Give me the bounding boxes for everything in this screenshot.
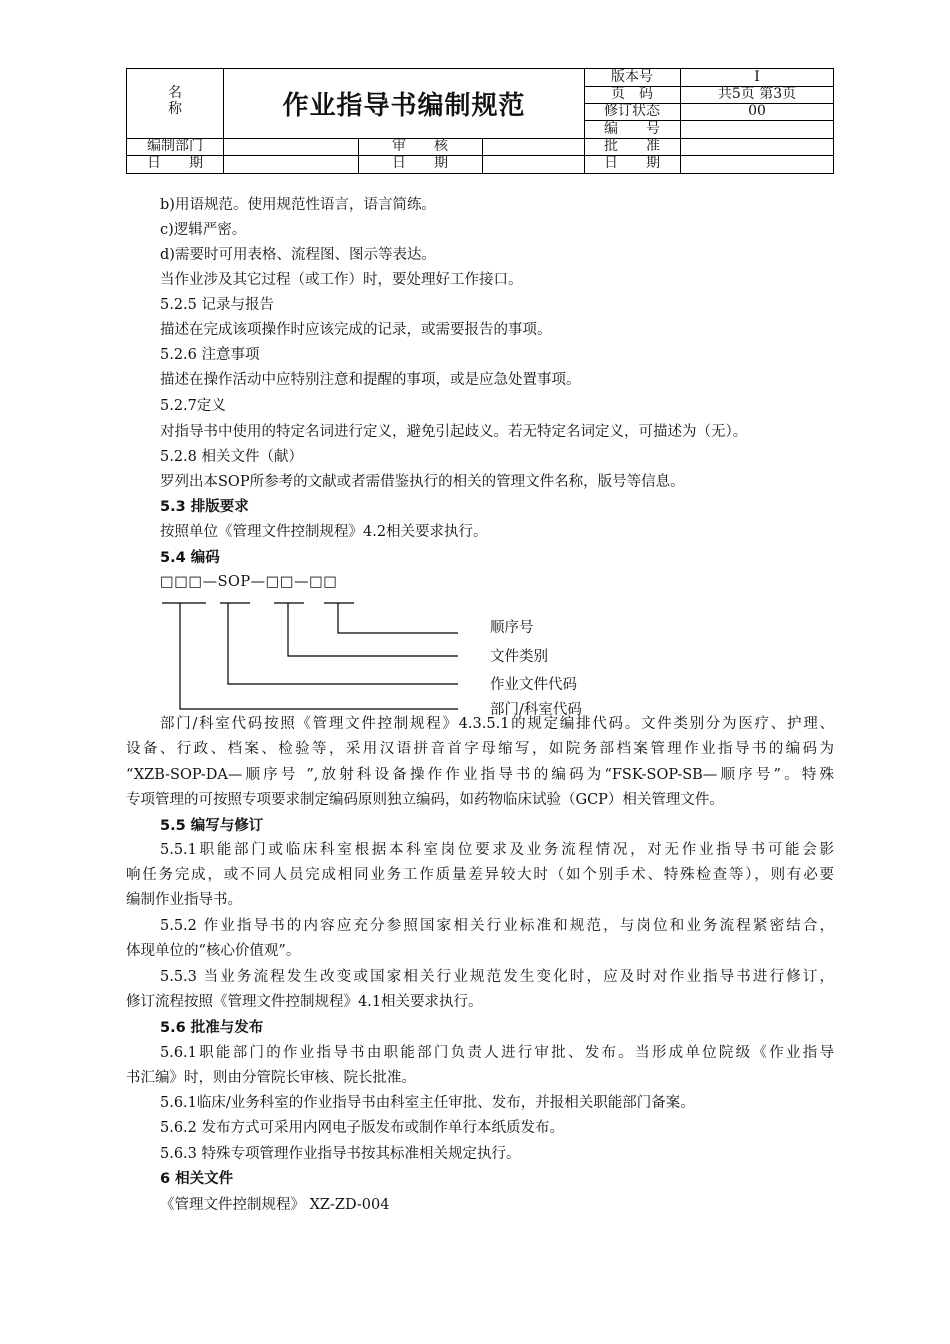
name-label-2: 称 [168, 101, 182, 117]
heading-5-5: 5.5 编写与修订 [160, 818, 264, 834]
paragraph-line: 修订流程按照《管理文件控制规程》4.1相关要求执行。 [126, 994, 483, 1010]
heading-5-3: 5.3 排版要求 [160, 499, 249, 515]
code-diagram-lines [160, 570, 620, 720]
code-label-doc-code: 作业文件代码 [490, 677, 577, 693]
paragraph-line: 5.6.3 特殊专项管理作业指导书按其标准相关规定执行。 [160, 1146, 521, 1162]
document-title: 作业指导书编制规范 [282, 91, 526, 121]
text-line: d)需要时可用表格、流程图、图示等表达。 [160, 247, 436, 263]
paragraph-line: 5.5.2 作业指导书的内容应充分参照国家相关行业标准和规范，与岗位和业务流程紧密结合， [160, 918, 834, 934]
dept-label: 编制部门 [147, 138, 203, 154]
name-label [127, 85, 223, 117]
paragraph-line: 书汇编》时，则由分管院长审核、院长批准。 [126, 1070, 416, 1086]
revision-value: 00 [748, 103, 766, 119]
text-line: b)用语规范。使用规范性语言，语言简练。 [160, 197, 436, 213]
paragraph-line: 编制作业指导书。 [126, 892, 242, 908]
code-label-sequence: 顺序号 [490, 620, 534, 636]
revision-label: 修订状态 [604, 103, 660, 119]
paragraph-line: 专项管理的可按照专项要求制定编码原则独立编码，如药物临床试验（GCP）相关管理文件。 [126, 792, 724, 808]
page-label: 页 码 [611, 86, 653, 102]
paragraph-line: 部门/科室代码按照《管理文件控制规程》4.3.5.1的规定编排代码。文件类别分为医疗、护理、 [160, 716, 834, 732]
number-label: 编 号 [604, 121, 660, 137]
paragraph-line: 5.6.1职能部门的作业指导书由职能部门负责人进行审批、发布。当形成单位院级《作业指导 [160, 1045, 834, 1061]
code-pattern: □□□—SOP—□□—□□ [160, 574, 338, 590]
version-label: 版本号 [611, 69, 653, 85]
heading-5-4: 5.4 编码 [160, 550, 220, 566]
text-line: c)逻辑严密。 [160, 222, 247, 238]
code-label-category: 文件类别 [490, 649, 548, 665]
paragraph-line: 设备、行政、档案、检验等，采用汉语拼音首字母缩写，如院务部档案管理作业指导书的编码为 [126, 741, 834, 757]
date-label-2: 日 期 [392, 155, 448, 171]
approve-label: 批 准 [604, 138, 660, 154]
paragraph-line: 响任务完成，或不同人员完成相同业务工作质量差异较大时（如个别手术、特殊检查等），则有必要 [126, 867, 834, 883]
heading-5-6: 5.6 批准与发布 [160, 1020, 264, 1036]
section-heading: 5.2.5 记录与报告 [160, 297, 275, 313]
section-heading: 5.2.6 注意事项 [160, 347, 260, 363]
section-heading: 5.2.8 相关文件（献） [160, 449, 304, 465]
heading-6: 6 相关文件 [160, 1171, 234, 1187]
code-diagram [160, 570, 620, 720]
section-heading: 5.2.7定义 [160, 398, 226, 414]
text-line: 描述在操作活动中应特别注意和提醒的事项，或是应急处置事项。 [160, 372, 581, 388]
paragraph-line: 5.6.1临床/业务科室的作业指导书由科室主任审批、发布，并报相关职能部门备案。 [160, 1095, 695, 1111]
paragraph-line: “XZB-SOP-DA—顺序号 ”,放射科设备操作作业指导书的编码为“FSK-SOP-SB—顺序号”。特殊 [126, 767, 834, 783]
date-label-3: 日 期 [604, 155, 660, 171]
paragraph-line: 5.5.3 当业务流程发生改变或国家相关行业规范发生变化时，应及时对作业指导书进行修订， [160, 969, 834, 985]
code-label-dept-code: 部门/科室代码 [490, 702, 582, 718]
header-table [126, 68, 834, 174]
text-line: 描述在完成该项操作时应该完成的记录，或需要报告的事项。 [160, 322, 552, 338]
version-value: I [754, 69, 760, 85]
page-value: 共5页 第3页 [717, 86, 797, 102]
reference-line: 《管理文件控制规程》 XZ-ZD-004 [160, 1197, 390, 1213]
paragraph-line: 5.6.2 发布方式可采用内网电子版发布或制作单行本纸质发布。 [160, 1120, 565, 1136]
text-line: 罗列出本SOP所参考的文献或者需借鉴执行的相关的管理文件名称，版号等信息。 [160, 474, 685, 490]
paragraph-line: 5.5.1职能部门或临床科室根据本科室岗位要求及业务流程情况，对无作业指导书可能会影 [160, 842, 834, 858]
date-label-1: 日 期 [147, 155, 203, 171]
text-line: 对指导书中使用的特定名词进行定义，避免引起歧义。若无特定名词定义，可描述为（无）。 [160, 424, 748, 440]
review-label: 审 核 [392, 138, 448, 154]
text-line: 按照单位《管理文件控制规程》4.2相关要求执行。 [160, 524, 488, 540]
name-label-1: 名 [168, 85, 182, 101]
paragraph-line: 体现单位的“核心价值观”。 [126, 943, 301, 959]
text-line: 当作业涉及其它过程（或工作）时，要处理好工作接口。 [160, 272, 523, 288]
